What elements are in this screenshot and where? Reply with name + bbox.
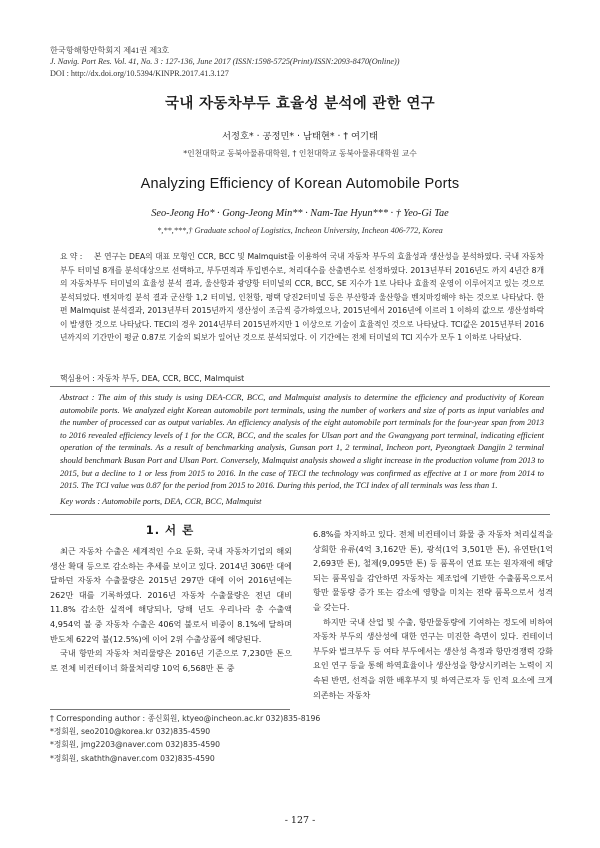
- section-heading-introduction: 1. 서 론: [145, 523, 195, 537]
- body-column-left: [50, 544, 292, 675]
- journal-name: 한국항해항만학회지 제41권 제3호: [50, 46, 170, 55]
- divider-bottom: [50, 514, 550, 515]
- footnote-author: *정회원, jmg2203@naver.com 032)835-4590: [50, 740, 221, 750]
- keywords-english: Key words : Automobile ports, DEA, CCR, BCC, Malmquist: [60, 497, 262, 506]
- body-column-right: [313, 527, 553, 702]
- abstract-korean: [60, 250, 544, 345]
- paper-title-korean: 국내 자동차부두 효율성 분석에 관한 연구: [165, 96, 435, 112]
- authors-korean: 서정호* · 공정민* · 남태현* · † 여기태: [222, 131, 378, 142]
- footnote-divider: [50, 709, 290, 710]
- paper-title-english: Analyzing Efficiency of Korean Automobile Ports: [140, 176, 460, 192]
- page-number: - 127 -: [284, 815, 316, 826]
- journal-header: [50, 45, 400, 79]
- body-paragraph: 최근 자동차 수출은 세계적인 수요 둔화, 국내 자동차기업의 해외 생산 확대 등으로 감소하는 추세를 보이고 있다. 2014년 306만 대에 달하던 자동차 수출물량은 2015년 297만 대에 이어 2016년에는 262만 대를 기록하였다. 2016년 자동차 수출물량은 전년 대비 11.8% 감소한 실적에 해당되나, 당해 년도 우리나라 총 수출액 4,954억 불 중 자동차 수출은 406억 불로서 비중이 8.1%에 달하며 반도체 622억 불(12.5%)에 이어 2위 수출상품에 해당된다.: [50, 546, 292, 644]
- body-paragraph: 하지만 국내 산업 및 수출, 항만물동량에 기여하는 정도에 비하여 자동차 부두의 생산성에 대한 연구는 미진한 측면이 있다. 컨테이너부두와 벌크부두 등 여타 부두에서는 생산성 측정과 항만경쟁력 강화 요인 연구 등을 통해 하역효율이나 생산성을 향상시키려는 노력이 지속된 반면, 선적을 위한 배후부지 및 하역근로자 등 인적 요소에 크게 의존하는 자동차: [313, 616, 553, 700]
- abstract-korean-label: 요 약 :: [60, 252, 83, 261]
- affiliation-english: *,**,***,† Graduate school of Logistics, Incheon University, Incheon 406-772, Korea: [157, 226, 443, 235]
- body-paragraph: 6.8%를 차지하고 있다. 전체 비컨테이너 화물 중 자동차 처리실적을 상회한 유류(4억 3,162만 톤), 광석(1억 3,501만 톤), 유연탄(1억 2,693만 톤), 철제(9,095만 톤) 등 품목이 연료 또는 원자재에 해당되는 품목임을 감안하면 자동차는 제조업에 기반한 수출품목으로서 항만 물동량 증가 또는 감소에 영향을 미치는 전략 품목으로서 성격을 갖는다.: [313, 529, 553, 612]
- journal-citation: J. Navig. Port Res. Vol. 41, No. 3 : 127-136, June 2017 (ISSN:1598-5725(Print)/ISSN:2093-8470(Online)): [50, 57, 400, 67]
- abstract-korean-text: 본 연구는 DEA의 대표 모형인 CCR, BCC 및 Malmquist를 이용하여 국내 자동차 부두의 효율성과 생산성을 분석하였다. 국내 자동차부두 터미널 8개를 분석대상으로 선택하고, 부두면적과 투입변수로, 처리대수를 산출변수로 선정하였다. 2013년부터 2016년도 까지 4년간 8개의 자동차부두 터미널의 효율성 분석 결과, 울산항과 광양항 터미널의 CCR, BCC, SE 지수가 1로 나타나 효율적 운영이 이루어지고 있는 것으로 분석되었다. 벤치마킹 분석 결과 군산항 1,2 터미널, 인천항, 평택 당진2터미널 등은 부산항과 울산항을 벤치마킹해야 하는 것으로 나타났다. 한편 Malmquist 분석결과, 2013년부터 2015년까지 생산성이 조금씩 증가하였으나, 2015년에서 2016년에 이르러 1 이하의 값으로 생산성하락이 발생한 것으로 나타났다. TECI의 경우 2014년부터 2015년까지만 1 이상으로 기술이 효율적인 것으로 나타났다. TCI값은 2015년부터 2016년까지의 기간만이 평균 0.87로 기술의 퇴보가 일어난 것으로 분석되었다. 이 기간에는 전체 터미널의 TCI 지수가 모두 1 이하로 나타났다.: [60, 252, 544, 342]
- abstract-english: Abstract : The aim of this study is using DEA-CCR, BCC, and Malmquist analysis to determine the efficiency and productivity of Korean automobile ports. We analyzed eight Korean automobile port terminals, using the number of workers and size of ports as input variables and the number of processed car as output variables. An efficiency analysis of the eight automobile port terminals for the four-year span from 2013 to 2016 revealed efficiency levels of 1 for the CCR, BCC, and the scales for Ulsan port and the Gwangyang port terminal, indicating efficient operation of the terminals. As a result of benchmarking analysis, Gunsan port 1, 2 terminal, Incheon port, Pyeongtaek Dangjin 2 terminal should benchmark Busan Port and Ulsan Port. Conversely, Malmquist analysis showed a slight increase in the production volume from 2013 to 2015, but a decline to 1 or less from 2015 to 2016. In the case of TECI the technology was confirmed as effective at 1 or more from 2014 to 2015. The TCI value was 0.87 for the period from 2015 to 2016. During this period, the TCI index of all terminals was less than 1.: [60, 393, 544, 491]
- authors-english: Seo-Jeong Ho* · Gong-Jeong Min** · Nam-Tae Hyun*** · † Yeo-Gi Tae: [151, 208, 449, 219]
- footnote-author: *정회원, seo2010@korea.kr 032)835-4590: [50, 727, 211, 737]
- footnote-author: *정회원, skathth@naver.com 032)835-4590: [50, 753, 215, 763]
- doi-link[interactable]: DOI : http://dx.doi.org/10.5394/KINPR.2017.41.3.127: [50, 68, 229, 78]
- divider-top: [50, 386, 550, 387]
- body-paragraph: 국내 항만의 자동차 처리물량은 2016년 기준으로 7,230만 톤으로 전체 비컨테이너 화물처리량 10억 6,568만 톤 중: [50, 648, 292, 673]
- keywords-korean: 핵심용어 : 자동차 부두, DEA, CCR, BCC, Malmquist: [60, 374, 245, 383]
- affiliation-korean: *인천대학교 동북아물류대학원, † 인천대학교 동북아물류대학원 교수: [183, 149, 417, 158]
- footnotes: [50, 712, 320, 765]
- footnote-corresponding-author: † Corresponding author : 종신회원, ktyeo@incheon.ac.kr 032)835-8196: [50, 714, 321, 723]
